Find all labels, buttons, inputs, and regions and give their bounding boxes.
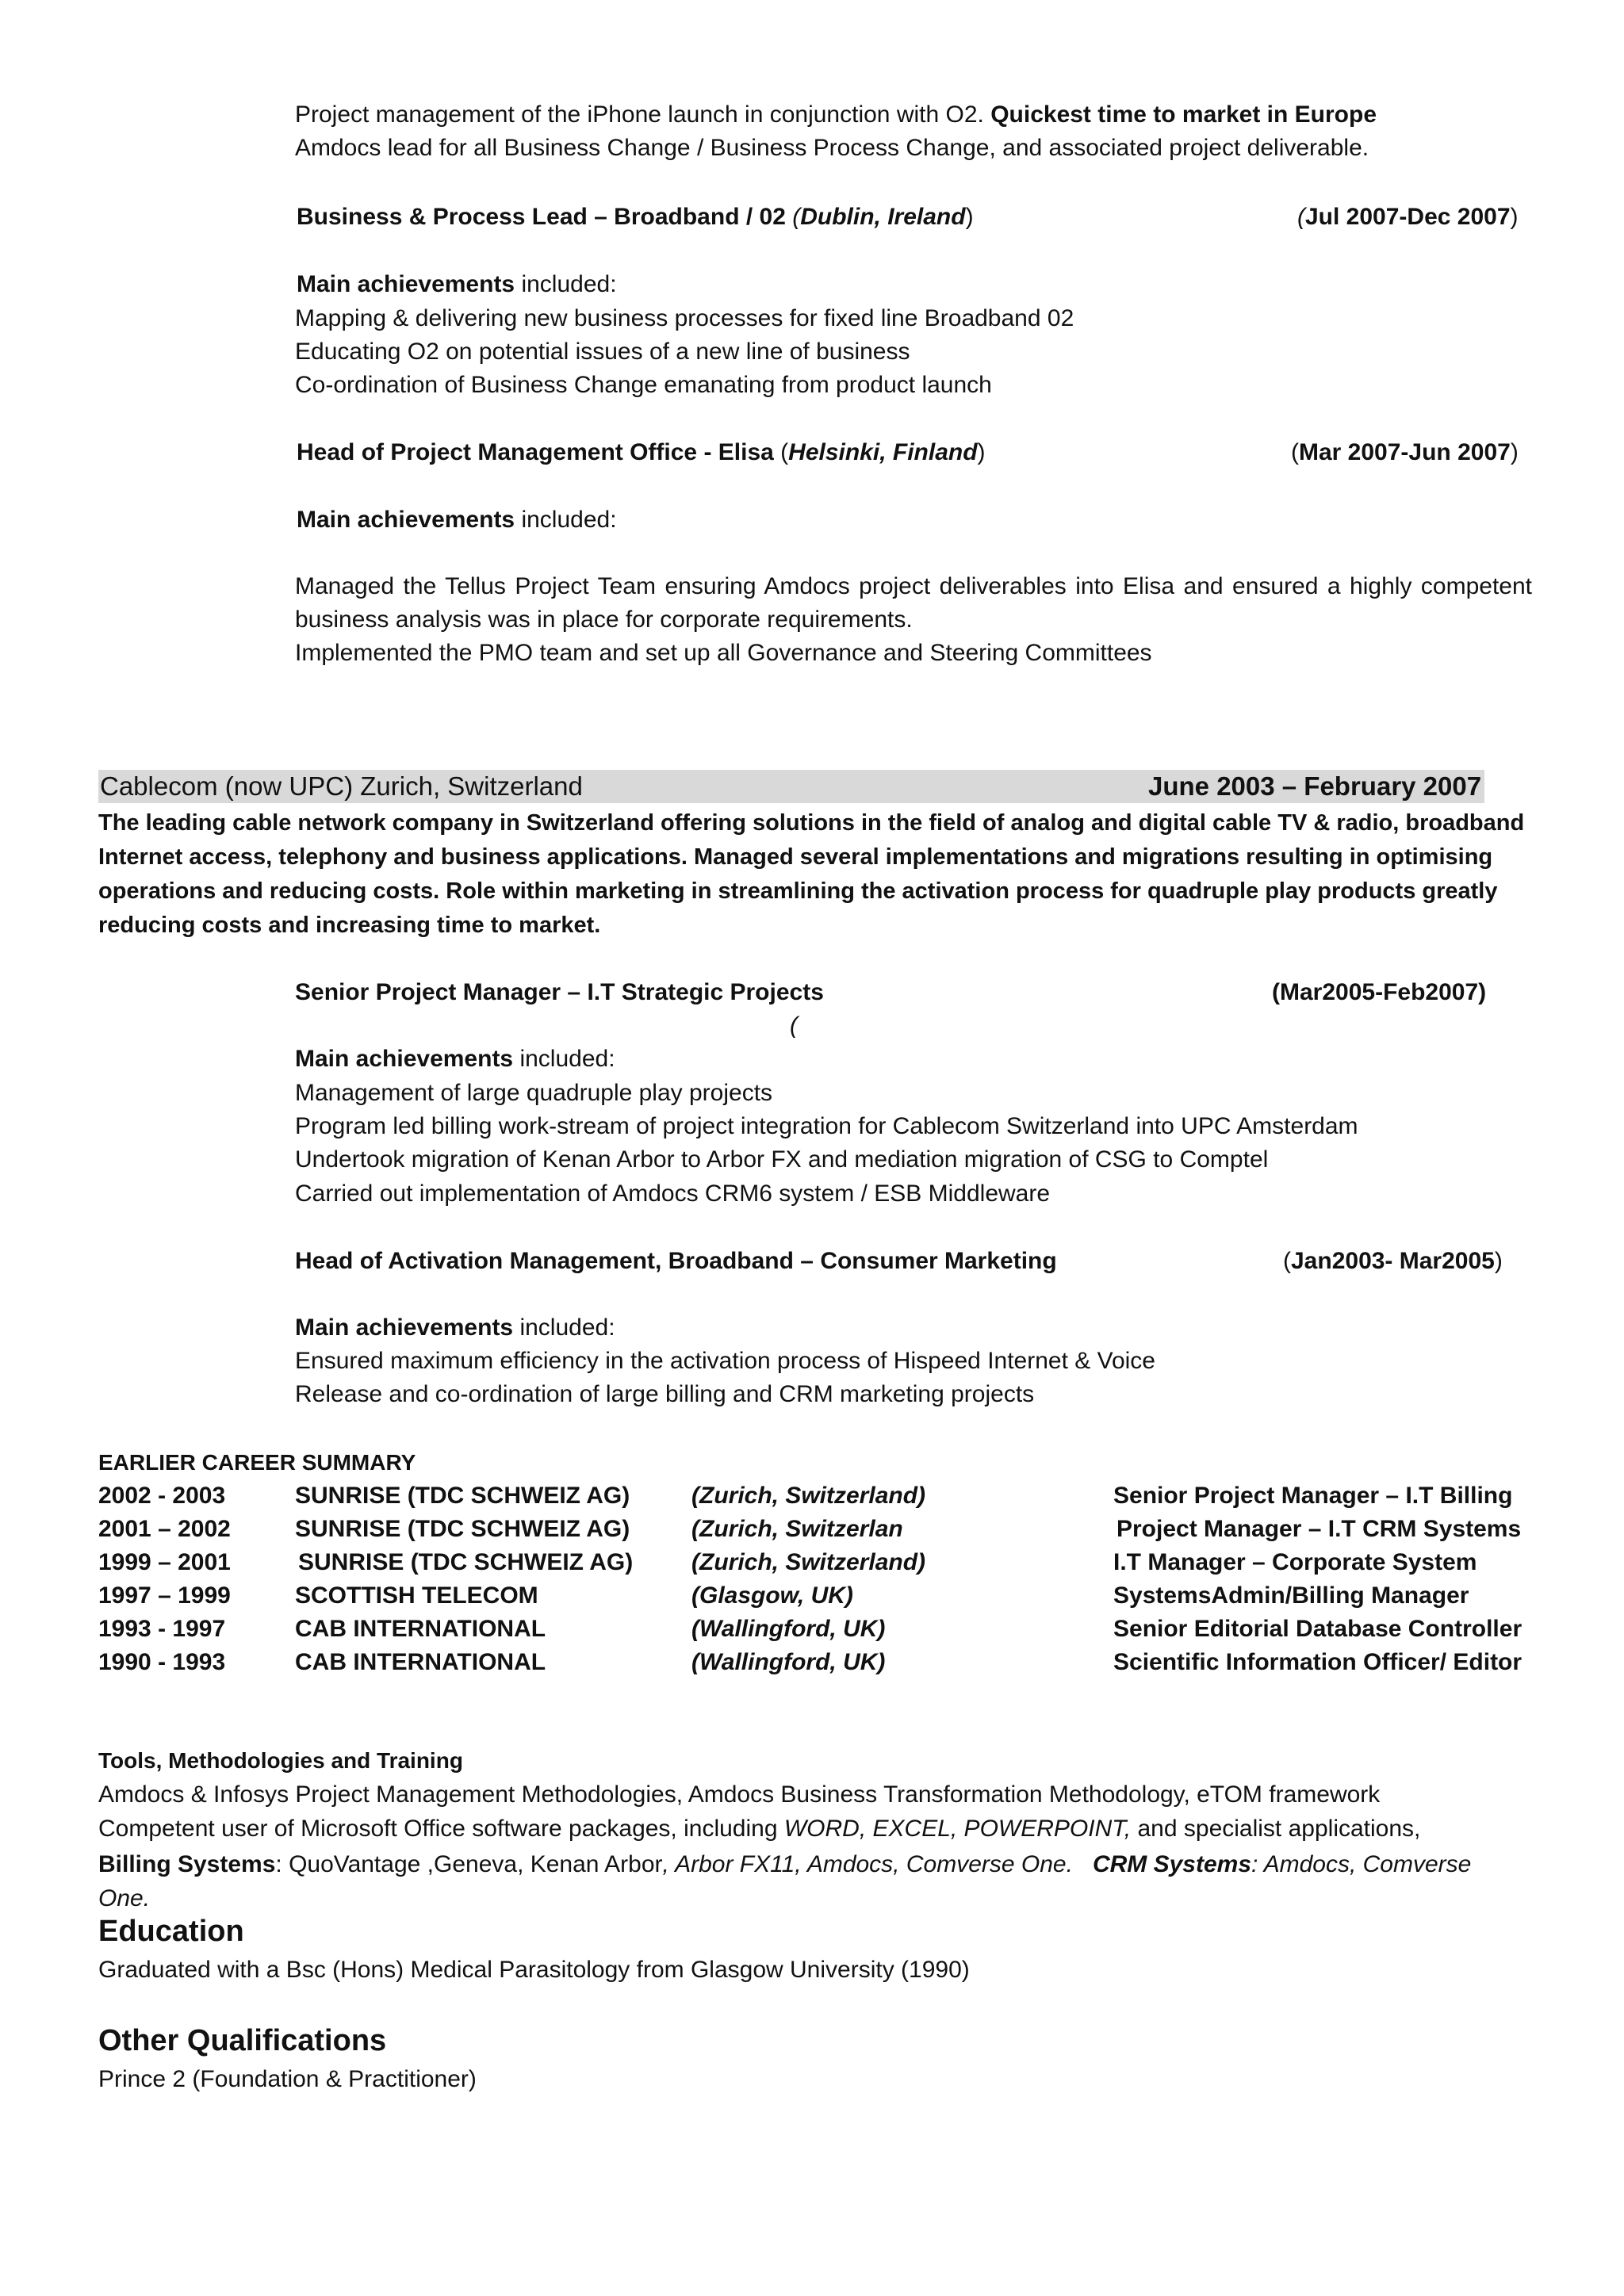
career-location: (Wallingford, UK) [691,1649,886,1675]
role2-paragraph: Managed the Tellus Project Team ensuring Amdocs project deliverables into Elisa and ensured a highly competent business analysis was in place for corporate requirements. [295,573,1532,633]
list-item: Ensured maximum efficiency in the activation process of Hispeed Internet & Voice [295,1348,1155,1374]
career-company: SCOTTISH TELECOM [295,1582,538,1609]
role2-dates: (Mar 2007-Jun 2007) [1291,439,1519,465]
role1-dates: (Jul 2007-Dec 2007) [1297,204,1519,230]
role3-dates: (Mar2005-Feb2007) [1272,979,1487,1005]
company-intro: The leading cable network company in Switzerland offering solutions in the field of analog and digital cable TV & radio, broadband Internet access, telephony and business applications. Managed several implementations and migrations resulting in optimising operations and reducing costs. Role within marketing in streamlining the activation process for quadruple play products greatly reducing costs and increasing time to market. [98,810,1525,938]
list-item: Implemented the PMO team and set up all Governance and Steering Committees [295,640,1152,666]
education-heading: Education [98,1915,244,1948]
career-location: (Wallingford, UK) [691,1616,886,1642]
company-dates: June 2003 – February 2007 [1148,771,1482,801]
role1-achievements-label: Main achievements included: [297,271,617,297]
top-line-1: Project management of the iPhone launch in conjunction with O2. Quickest time to market in Europe [295,101,1377,128]
career-location: (Glasgow, UK) [691,1582,853,1609]
company-header-band [98,770,1484,803]
career-role: I.T Manager – Corporate System [1113,1549,1477,1575]
company-name: Cablecom (now UPC) Zurich, Switzerland [100,771,583,801]
career-years: 1993 - 1997 [98,1616,226,1642]
career-company: SUNRISE (TDC SCHWEIZ AG) [295,1483,630,1509]
career-years: 1990 - 1993 [98,1649,226,1675]
career-company: CAB INTERNATIONAL [295,1616,546,1642]
career-location: (Zurich, Switzerland) [691,1483,926,1509]
career-years: 2002 - 2003 [98,1483,226,1509]
list-item: Co-ordination of Business Change emanating from product launch [295,372,992,398]
stray-paren: ( [790,1012,798,1039]
list-item: Carried out implementation of Amdocs CRM6 system / ESB Middleware [295,1181,1051,1207]
list-item: Management of large quadruple play projects [295,1080,773,1106]
role4-dates: (Jan2003- Mar2005) [1283,1248,1503,1274]
career-role: Senior Editorial Database Controller [1113,1616,1522,1642]
other-qualifications-text: Prince 2 (Foundation & Practitioner) [98,2066,477,2092]
list-item: Release and co-ordination of large billing and CRM marketing projects [295,1381,1035,1407]
career-location: (Zurich, Switzerlan [691,1516,903,1542]
list-item: Educating O2 on potential issues of a new line of business [295,339,910,365]
tools-line-2: Competent user of Microsoft Office software packages, including WORD, EXCEL, POWERPOINT, and specialist applications, [98,1816,1421,1842]
role3-achievements-label: Main achievements included: [295,1046,615,1072]
career-location: (Zurich, Switzerland) [691,1549,926,1575]
career-role: Scientific Information Officer/ Editor [1113,1649,1522,1675]
career-company: SUNRISE (TDC SCHWEIZ AG) [298,1549,634,1575]
earlier-career-heading: EARLIER CAREER SUMMARY [98,1450,416,1475]
list-item: Program led billing work-stream of project integration for Cablecom Switzerland into UPC Amsterdam [295,1113,1358,1139]
career-company: CAB INTERNATIONAL [295,1649,546,1675]
systems-line: Billing Systems: QuoVantage ,Geneva, Kenan Arbor, Arbor FX11, Amdocs, Comverse One. CRM Systems: Amdocs, Comverse One. [98,1851,1472,1911]
career-role: Project Manager – I.T CRM Systems [1116,1516,1522,1542]
role4-title: Head of Activation Management, Broadband – Consumer Marketing [295,1248,1057,1274]
career-role: Senior Project Manager – I.T Billing [1113,1483,1513,1509]
top-line-2: Amdocs lead for all Business Change / Business Process Change, and associated project deliverable. [295,135,1369,161]
role2-title: Head of Project Management Office - Elisa (Helsinki, Finland) [297,439,986,465]
other-qualifications-heading: Other Qualifications [98,2024,387,2057]
career-company: SUNRISE (TDC SCHWEIZ AG) [295,1516,630,1542]
career-years: 2001 – 2002 [98,1516,231,1542]
tools-line-1: Amdocs & Infosys Project Management Methodologies, Amdocs Business Transformation Methodology, eTOM framework [98,1781,1381,1808]
role2-achievements-label: Main achievements included: [297,507,617,533]
career-years: 1999 – 2001 [98,1549,231,1575]
role3-title: Senior Project Manager – I.T Strategic Projects [295,979,824,1005]
tools-heading: Tools, Methodologies and Training [98,1748,463,1773]
list-item: Mapping & delivering new business processes for fixed line Broadband 02 [295,305,1074,331]
role4-achievements-label: Main achievements included: [295,1314,615,1341]
career-years: 1997 – 1999 [98,1582,231,1609]
role1-title: Business & Process Lead – Broadband / 02 (Dublin, Ireland) [297,204,974,230]
career-role: SystemsAdmin/Billing Manager [1113,1582,1469,1609]
education-text: Graduated with a Bsc (Hons) Medical Parasitology from Glasgow University (1990) [98,1957,970,1983]
list-item: Undertook migration of Kenan Arbor to Arbor FX and mediation migration of CSG to Comptel [295,1146,1269,1173]
